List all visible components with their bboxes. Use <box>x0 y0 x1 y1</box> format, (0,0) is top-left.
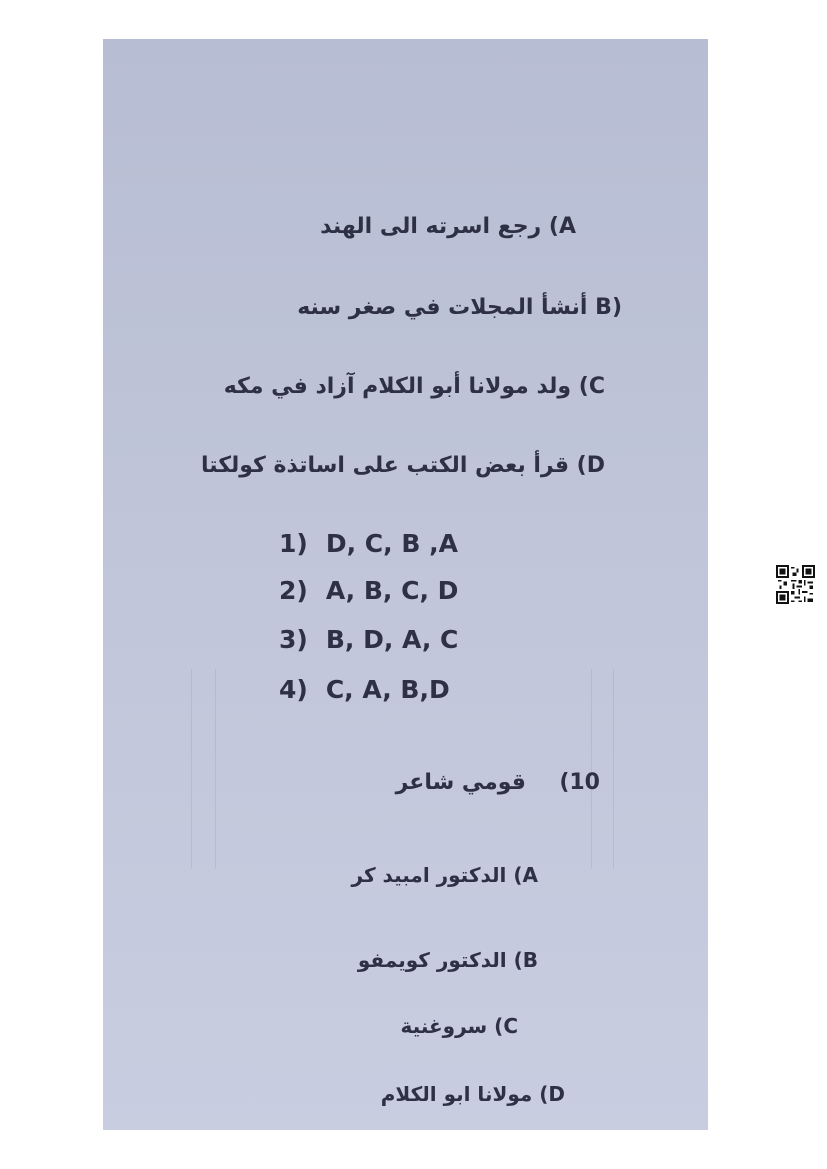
statement-text: ولد مولانا أبو الكلام آزاد في مكه <box>223 374 572 399</box>
statement-letter: (B <box>595 295 622 320</box>
scan-artifact-line <box>591 669 592 869</box>
option-number: 2) <box>279 576 308 605</box>
option-1 <box>279 529 458 558</box>
option-number: 4) <box>279 675 308 704</box>
question-10-option-a <box>352 863 538 887</box>
statement-text: أنشأ المجلات في صغر سنه <box>297 295 588 320</box>
option-number: 3) <box>279 625 308 654</box>
question-10-title <box>396 770 600 795</box>
option-text: مولانا ابو الكلام <box>380 1082 533 1106</box>
option-letter: D) <box>539 1082 565 1106</box>
statement-b <box>297 295 622 320</box>
option-text: سروغنية <box>400 1014 488 1038</box>
scan-artifact-line <box>613 669 614 869</box>
option-text: الدكتور امبيد كر <box>351 863 507 887</box>
option-letter: C) <box>494 1014 518 1038</box>
statement-text: رجع اسرته الى الهند <box>320 214 542 239</box>
option-text: A, B, C, D <box>325 576 459 605</box>
statement-letter: C) <box>578 374 605 399</box>
question-10-option-c <box>401 1014 518 1038</box>
option-3 <box>279 625 458 654</box>
qr-code-icon <box>776 565 815 604</box>
statement-c <box>224 374 605 399</box>
option-letter: B) <box>513 948 538 972</box>
option-letter: A) <box>513 863 538 887</box>
option-text: الدكتور كويمفو <box>357 948 507 972</box>
scanned-page <box>103 39 708 1130</box>
option-number: 1) <box>279 529 308 558</box>
statement-a <box>320 214 576 239</box>
option-4 <box>279 675 450 704</box>
option-text: B, D, A, C <box>325 625 459 654</box>
statement-letter: D) <box>576 453 605 478</box>
option-text: D, C, B ,A <box>325 529 458 558</box>
question-10-option-d <box>381 1082 565 1106</box>
statement-d <box>201 453 605 478</box>
option-text: C, A, B,D <box>325 675 450 704</box>
scan-artifact-line <box>191 669 192 869</box>
question-10-option-b <box>358 948 538 972</box>
option-2 <box>279 576 458 605</box>
scan-artifact-line <box>215 669 216 869</box>
statement-text: قرأ بعض الكتب على اساتذة كولكتا <box>200 453 569 478</box>
question-number: 10) <box>559 770 600 795</box>
question-text: قومي شاعر <box>395 770 526 795</box>
statement-letter: A) <box>548 214 576 239</box>
